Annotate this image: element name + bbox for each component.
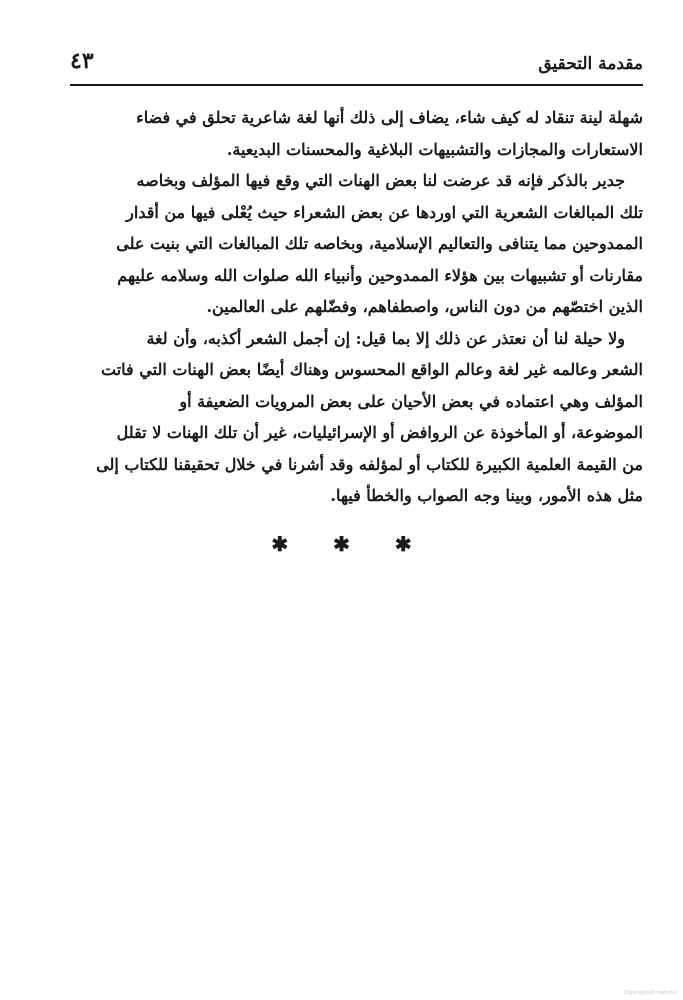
- text-line: الذين اختصّهم من دون الناس، واصطفاهم، وفضّلهم على العالمين.: [206, 297, 643, 316]
- text-line: تلك المبالغات الشعرية التي اوردها عن بعض الشعراء حيث يُعْلى فيها من أقدار: [126, 202, 643, 222]
- paragraph-2: [70, 165, 643, 323]
- text-line: مثل هذه الأمور، وبينا وجه الصواب والخطأ فيها.: [330, 486, 643, 505]
- star-ornament-icon: ✱: [271, 532, 289, 556]
- text-line: شهلة لينة تنقاد له كيف شاء، يضاف إلى ذلك أنها لغة شاعرية تحلق في فضاء: [136, 108, 643, 127]
- text-line: الموضوعة، أو المأخوذة عن الروافض أو الإسرائيليات، غير أن تلك الهنات لا تقلل: [116, 423, 643, 442]
- copyright-watermark: Copyrighted material: [623, 990, 677, 996]
- paragraph-3: [70, 323, 643, 512]
- paragraph-1: [70, 102, 643, 165]
- page-number: ٤٣: [70, 48, 94, 74]
- star-ornament-icon: ✱: [333, 532, 350, 556]
- text-line: ولا حيلة لنا أن نعتذر عن ذلك إلا بما قيل: إن أجمل الشعر أكذبه، وأن لغة: [146, 328, 625, 348]
- text-line: جدير بالذكر فإنه قد عرضت لنا بعض الهنات التي وقع فيها المؤلف وبخاصه: [136, 171, 625, 190]
- body-text: [70, 102, 643, 512]
- text-line: المؤلف وهي اعتماده في بعض الأحيان على بعض المرويات الضعيفة أو: [179, 391, 643, 411]
- text-line: الشعر وعالمه غير لغة وعالم الواقع المحسوس وهناك أيضًا بعض الهنات التي فاتت: [101, 360, 643, 379]
- chapter-title: مقدمة التحقيق: [538, 54, 643, 74]
- section-separator: [0, 532, 683, 556]
- text-line: من القيمة العلمية الكبيرة للكتاب أو لمؤلفه وقد أشرنا في خلال تحقيقنا للكتاب إلى: [96, 454, 643, 474]
- running-header: [70, 48, 643, 86]
- star-ornament-icon: ✱: [394, 532, 412, 556]
- text-line: مقارنات أو تشبيهات بين هؤلاء الممدوحين وأنبياء الله صلوات الله وسلامه عليهم: [117, 265, 643, 285]
- text-line: الاستعارات والمجازات والتشبيهات البلاغية والمحسنات البديعية.: [226, 139, 643, 159]
- text-line: الممدوحين مما يتنافى والتعاليم الإسلامية، وبخاصه تلك المبالغات التي بنيت على: [116, 234, 643, 253]
